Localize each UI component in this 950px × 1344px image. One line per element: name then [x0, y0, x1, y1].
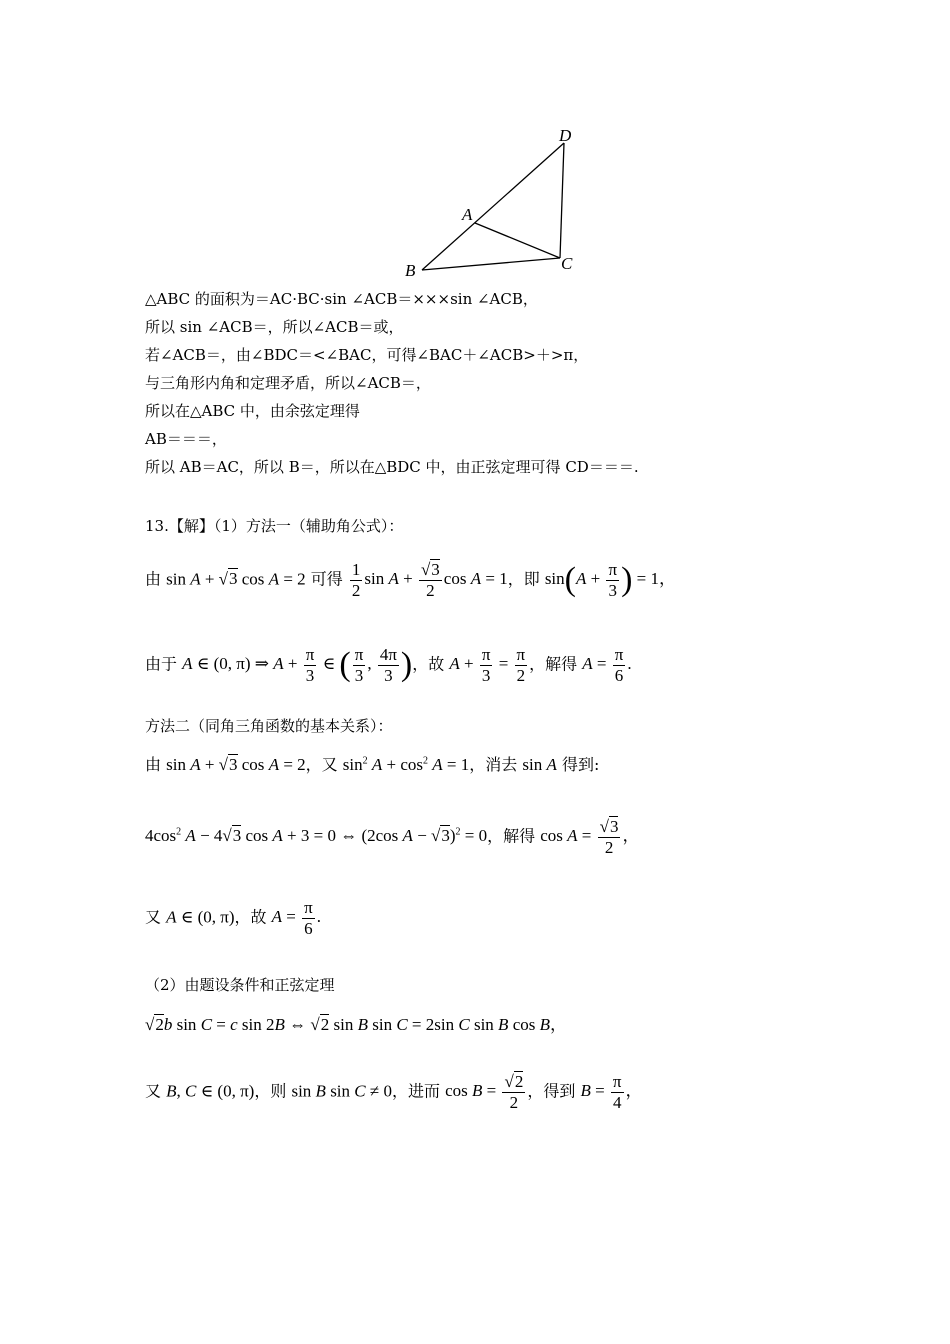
text-line-1: △ABC 的面积为＝AC·BC·sin ∠ACB＝×××sin ∠ACB，	[145, 290, 538, 308]
text-line-7: 所以 AB＝AC，所以 B＝，所以在△BDC 中，由正弦定理可得 CD＝＝＝.	[145, 458, 639, 476]
formula-line-3: 由 sin A + √3 cos A = 2，又 $\sin^2 A + \cos^2 A = 1$，消去 sin A 得到:	[145, 755, 600, 774]
text-line-2: 所以 sin ∠ACB＝，所以∠ACB＝或，	[145, 318, 404, 336]
label-d: D	[559, 126, 572, 145]
formula-line-4: $4\cos^2$ A − 4√3 cos A + 3 = 0 ⇔ (2cos A − √3)$^2$ = 0，解得 cos A = $\frac{√3}{2}$ ，	[145, 817, 640, 857]
question-13-heading: 13.【解】（1）方法一（辅助角公式）：	[145, 517, 404, 535]
formula-line-7: 又 B, C ∈ (0, π)，则 sin B sin C ≠ 0，进而 cos B = $\frac{√2}{2}$ ，得到 B = $\frac{\pi}{4}$ ，	[145, 1072, 643, 1112]
formula-line-1: 由 sin A + √3 cos A = 2 可得 $\frac{1}{2}$ sin A + $\frac{√3}{2}$ cos A = 1，即 sin(A + $\frac{\pi}{3}$ ) = 1，	[145, 560, 676, 600]
text-line-5: 所以在△ABC 中，由余弦定理得	[145, 402, 360, 420]
label-a: A	[462, 205, 473, 224]
segment-ac	[475, 223, 560, 258]
formula-line-2: 由于 A ∈ (0, π) ⇒ A + $\frac{\pi}{3}$ ∈ ( $\frac{\pi}{3}$ , $\frac{4\pi}{3}$ )，故 A + $\frac{\pi}{3}$ = $\frac{\pi}{2}$ ，解得 A = $\frac{\pi}{6}$ .	[145, 645, 632, 685]
formula-line-6: √2b sin C = c sin 2B ⇔ √2 sin B sin C = 2sin C sin B cos B，	[145, 1015, 567, 1034]
segment-bc	[422, 258, 560, 270]
label-c: C	[561, 254, 573, 273]
part-2-heading: （2）由题设条件和正弦定理	[145, 976, 335, 994]
formula-line-5: 又 A ∈ (0, π)，故 A = $\frac{\pi}{6}$ .	[145, 898, 321, 938]
text-line-4: 与三角形内角和定理矛盾，所以∠ACB＝，	[145, 374, 431, 392]
text-line-3: 若∠ACB＝，由∠BDC＝<∠BAC，可得∠BAC＋∠ACB>＋>π，	[145, 346, 589, 364]
text-line-6: AB＝＝＝，	[145, 430, 227, 448]
method-2-heading: 方法二（同角三角函数的基本关系）：	[145, 717, 393, 735]
triangle-figure	[395, 120, 595, 285]
segment-dc	[560, 143, 564, 258]
label-b: B	[405, 261, 416, 280]
